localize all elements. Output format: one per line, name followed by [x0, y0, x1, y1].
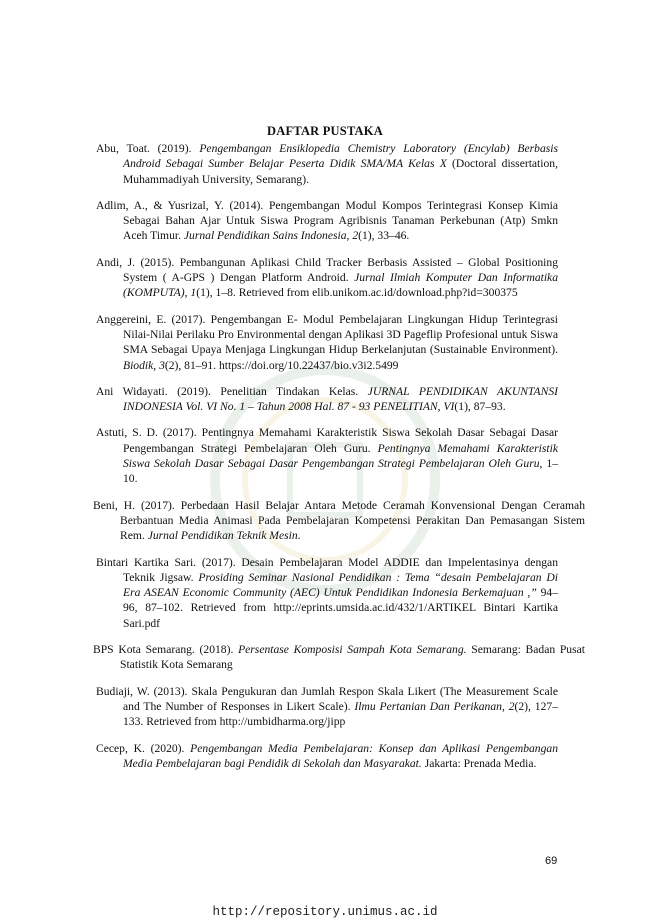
- reference-text: Cecep, K. (2020).: [96, 741, 191, 755]
- page-number: 69: [545, 855, 558, 867]
- reference-text: BPS Kota Semarang. (2018).: [93, 643, 239, 657]
- reference-title-italic: Prosiding Seminar Nasional Pendidikan : Tema “desain Pembelajaran Di Era ASEAN Economic Community (AEC) Untuk Pendidikan Indonesia Berkemajuan ,”: [123, 570, 558, 600]
- reference-text: , 1–10.: [123, 457, 558, 486]
- reference-text: Semarang: Badan Pusat Statistik Kota Semarang: [120, 643, 585, 672]
- reference-title-italic: 2: [508, 699, 515, 713]
- reference-text: Budiaji, W. (2013). Skala Pengukuran dan Jumlah Respon Skala Likert (The Measurement Scale and The Number of Responses in Likert Scale).: [96, 684, 558, 713]
- reference-entry: [96, 741, 558, 772]
- reference-title-italic: Jurnal Pendidikan Sains Indonesia: [183, 229, 347, 243]
- reference-text: ,: [501, 699, 509, 713]
- reference-text: Astuti, S. D. (2017). Pentingnya Memahami Karakteristik Siswa Sekolah Dasar Sebagai Dasar Pengembangan Strategi Pembelajaran Oleh Guru.: [96, 426, 558, 455]
- reference-entry: [93, 642, 585, 673]
- reference-title-italic: 1: [190, 286, 197, 300]
- reference-entry: [96, 312, 558, 373]
- reference-text: ,: [346, 229, 353, 243]
- reference-title-italic: Biodik: [123, 358, 154, 372]
- page-title: DAFTAR PUSTAKA: [267, 124, 383, 138]
- reference-list: [93, 141, 585, 782]
- reference-text: (1), 87–93.: [454, 400, 506, 414]
- reference-entry: [96, 555, 558, 631]
- reference-entry: [96, 255, 558, 301]
- reference-text: ,: [437, 400, 444, 414]
- reference-title-italic: Jurnal Pendidikan Teknik Mesin: [147, 529, 298, 543]
- reference-title-italic: Ilmu Pertanian Dan Perikanan: [354, 699, 502, 713]
- repository-url: http://repository.unimus.ac.id: [212, 905, 438, 919]
- reference-entry: [93, 498, 585, 544]
- reference-text: Ani Widayati. (2019). Penelitian Tindakan Kelas.: [96, 384, 368, 398]
- reference-text: .: [297, 529, 301, 543]
- reference-title-italic: Pengembangan Media Pembelajaran: Konsep dan Aplikasi Pengembangan Media Pembelajaran bagi Pendidik di Sekolah dan Masyarakat.: [123, 741, 558, 770]
- reference-title-italic: 3: [159, 358, 165, 372]
- reference-text: 94–96, 87–102. Retrieved from http://eprints.umsida.ac.id/432/1/ARTIKEL Bintari Kartika Sari.pdf: [123, 586, 558, 630]
- reference-text: Adlim, A., & Yusrizal, Y. (2014). Pengembangan Modul Kompos Terintegrasi Konsep Kimia Sebagai Bahan Ajar Untuk Siswa Program Agribisnis Tanaman Perkebunan (Atp) Smkn Aceh Timur.: [96, 198, 558, 243]
- reference-title-italic: 2: [352, 229, 359, 243]
- reference-title-italic: Jurnal Ilmiah Komputer Dan Informatika (KOMPUTA): [123, 271, 559, 300]
- reference-text: (1), 1–8. Retrieved from elib.unikom.ac.id/download.php?id=300375: [196, 286, 518, 300]
- reference-text: ,: [184, 286, 191, 300]
- reference-text: (1), 33–46.: [358, 229, 410, 243]
- reference-text: (Doctoral dissertation, Muhammadiyah University, Semarang).: [123, 157, 558, 186]
- reference-entry: [96, 684, 558, 730]
- reference-text: Beni, H. (2017). Perbedaan Hasil Belajar Antara Metode Ceramah Konvensional Dengan Ceramah Berbantuan Media Animasi Pada Pembelajaran Kompetensi Perakitan Dan Pemasangan Sistem Rem.: [93, 498, 585, 543]
- reference-text: Abu, Toat. (2019).: [96, 142, 200, 155]
- reference-entry: [96, 384, 558, 415]
- reference-title-italic: Persentase Komposisi Sampah Kota Semarang.: [238, 643, 467, 657]
- reference-title-italic: JURNAL PENDIDIKAN AKUNTANSI INDONESIA Vol. VI No. 1 – Tahun 2008 Hal. 87 - 93 PENELITIAN: [123, 384, 558, 414]
- reference-title-italic: Pentingnya Memahami Karakteristik Siswa Sekolah Dasar Sebagai Dasar Pengembangan Strategi Pembelajaran Oleh Guru: [123, 441, 558, 471]
- reference-entry: [96, 425, 558, 486]
- reference-text: Andi, J. (2015). Pembangunan Aplikasi Child Tracker Berbasis Assisted – Global Positioning System ( A-GPS ) Dengan Platform Android.: [96, 255, 558, 285]
- reference-text: Jakarta: Prenada Media.: [421, 756, 537, 770]
- reference-title-italic: VI: [443, 400, 455, 414]
- reference-title-italic: Pengembangan Ensiklopedia Chemistry Laboratory (Encylab) Berbasis Android Sebagai Sumber Belajar Peserta Didik SMA/MA Kelas X: [123, 142, 558, 171]
- reference-entry: [96, 141, 558, 187]
- reference-text: ,: [153, 358, 160, 372]
- reference-text: Anggereini, E. (2017). Pengembangan E- Modul Pembelajaran Lingkungan Hidup Terintegrasi Nilai-Nilai Perilaku Pro Environmental dengan Aplikasi 3D Pageflip Profesional untuk Siswa SMA Sebagai Upaya Menjaga Lingkungan Hidup Berkelanjutan (Sustainable Environment).: [96, 312, 558, 357]
- reference-text: Bintari Kartika Sari. (2017). Desain Pembelajaran Model ADDIE dan Impelentasinya dengan Teknik Jigsaw.: [96, 555, 558, 584]
- reference-text: (2), 127–133. Retrieved from http://umbidharma.org/jipp: [123, 699, 558, 729]
- reference-text: (2), 81–91. https://doi.org/10.22437/bio.v3i2.5499: [164, 358, 399, 372]
- reference-entry: [96, 198, 558, 244]
